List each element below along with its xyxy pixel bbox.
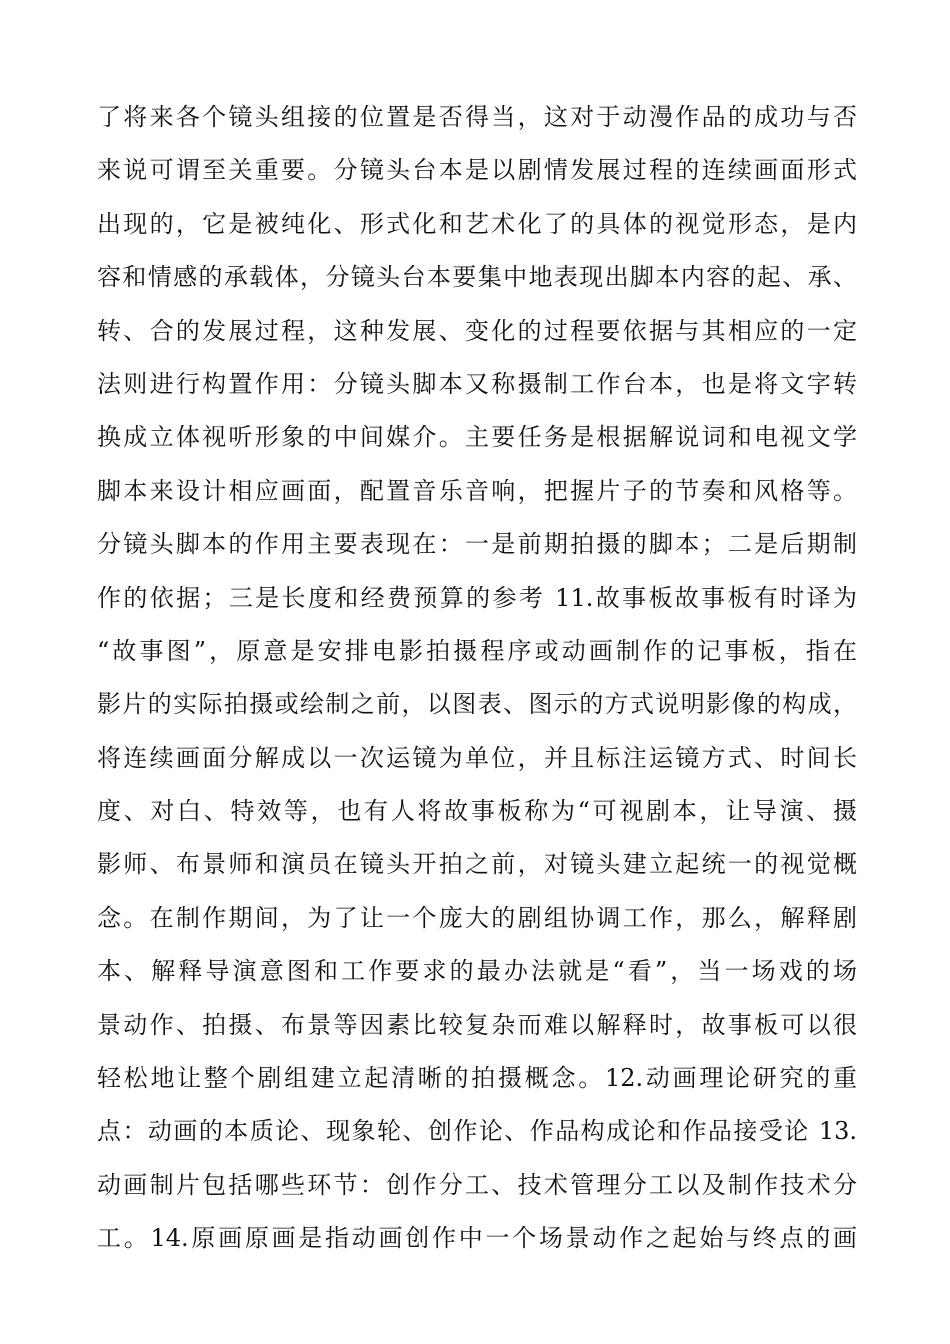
- text-line: 换成立体视听形象的中间媒介。主要任务是根据解说词和电视文学: [97, 423, 857, 452]
- text-line: 度、对白、特效等，也有人将故事板称为“可视剧本，让导演、摄: [97, 797, 857, 826]
- text-line: 本、解释导演意图和工作要求的最办法就是“看”，当一场戏的场: [97, 957, 857, 986]
- text-line: 脚本来设计相应画面，配置音乐音响，把握片子的节奏和风格等。: [97, 476, 857, 505]
- text-line: 念。在制作期间，为了让一个庞大的剧组协调工作，那么，解释剧: [97, 903, 857, 932]
- body-text: [97, 91, 857, 1266]
- text-line: 作的依据；三是长度和经费预算的参考 11.故事板故事板有时译为: [97, 583, 857, 612]
- text-line: 将连续画面分解成以一次运镜为单位，并且标注运镜方式、时间长: [97, 743, 857, 772]
- text-line: 动画制片包括哪些环节：创作分工、技术管理分工以及制作技术分: [97, 1170, 857, 1199]
- text-line: 分镜头脚本的作用主要表现在：一是前期拍摄的脚本；二是后期制: [97, 530, 857, 559]
- text-line: 出现的，它是被纯化、形式化和艺术化了的具体的视觉形态，是内: [97, 209, 857, 238]
- text-line: 法则进行构置作用：分镜头脚本又称摄制工作台本，也是将文字转: [97, 369, 857, 398]
- text-line: 景动作、拍摄、布景等因素比较复杂而难以解释时，故事板可以很: [97, 1010, 857, 1039]
- text-line: 影师、布景师和演员在镜头开拍之前，对镜头建立起统一的视觉概: [97, 850, 857, 879]
- text-line: 轻松地让整个剧组建立起清晰的拍摄概念。12.动画理论研究的重: [97, 1064, 857, 1093]
- text-line: 点：动画的本质论、现象轮、创作论、作品构成论和作品接受论 13.: [97, 1117, 857, 1146]
- text-line: 工。14.原画原画是指动画创作中一个场景动作之起始与终点的画: [97, 1224, 857, 1253]
- text-line: 影片的实际拍摄或绘制之前，以图表、图示的方式说明影像的构成，: [97, 690, 857, 719]
- text-line: 转、合的发展过程，这种发展、变化的过程要依据与其相应的一定: [97, 316, 857, 345]
- text-line: 容和情感的承载体，分镜头台本要集中地表现出脚本内容的起、承、: [97, 263, 857, 292]
- text-line: “故事图”，原意是安排电影拍摄程序或动画制作的记事板，指在: [97, 636, 857, 665]
- text-line: 了将来各个镜头组接的位置是否得当，这对于动漫作品的成功与否: [97, 103, 857, 131]
- text-line: 来说可谓至关重要。分镜头台本是以剧情发展过程的连续画面形式: [97, 156, 857, 185]
